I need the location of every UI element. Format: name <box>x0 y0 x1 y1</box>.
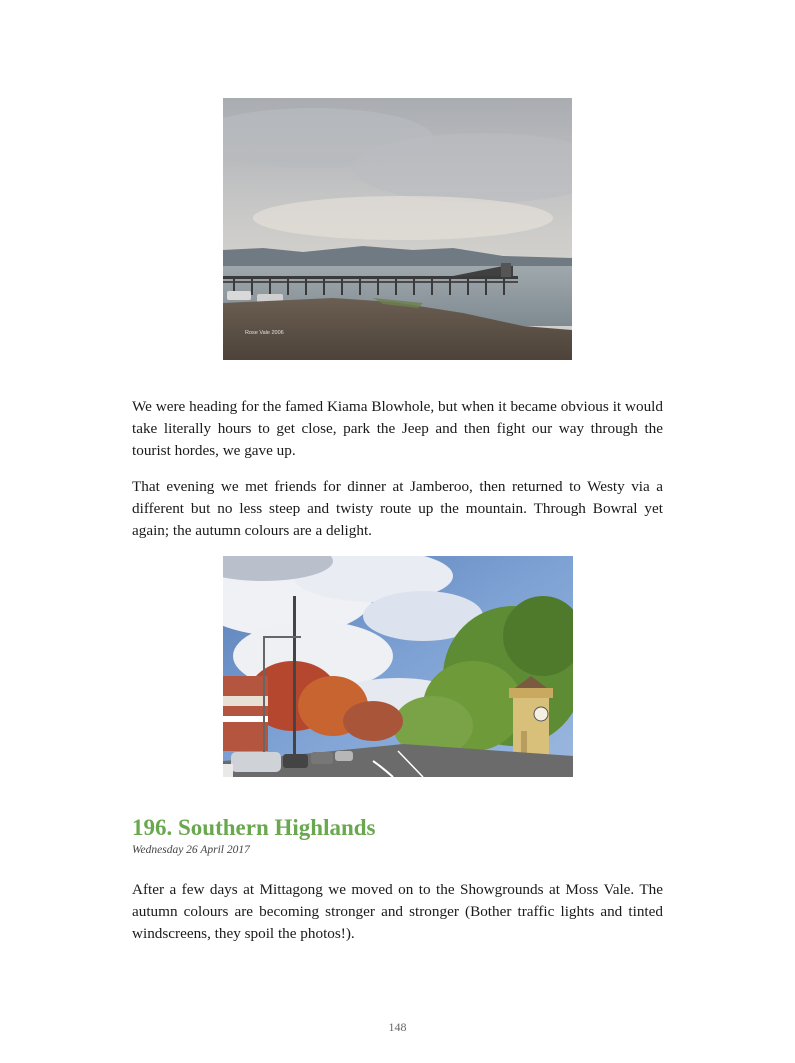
photo-watermark: Rose Vale 2006 <box>245 330 284 336</box>
section-heading: 196. Southern Highlands <box>132 815 376 840</box>
section-date: Wednesday 26 April 2017 <box>132 844 250 856</box>
paragraph-jamberoo: That evening we met friends for dinner at Jamberoo, then returned to Westy via a different but no less steep and twisty route up the mountain. Through Bowral yet again; the autumn colours are a delight. <box>132 478 663 539</box>
bowral-street-clock-tower-photo <box>223 556 573 777</box>
page-number: 148 <box>388 1020 407 1034</box>
paragraph-moss-vale: After a few days at Mittagong we moved on to the Showgrounds at Moss Vale. The autumn colours are becoming stronger and stronger (Bother traffic lights and tinted windscreens, they spoil the photos!). <box>132 881 663 942</box>
paragraph-kiama: We were heading for the famed Kiama Blowhole, but when it became obvious it would take literally hours to get close, park the Jeep and then fight our way through the tourist hordes, we gave up. <box>132 398 663 459</box>
jetty-scene <box>223 98 572 360</box>
jetty-harbour-photo <box>223 98 572 360</box>
street-scene <box>223 556 573 777</box>
